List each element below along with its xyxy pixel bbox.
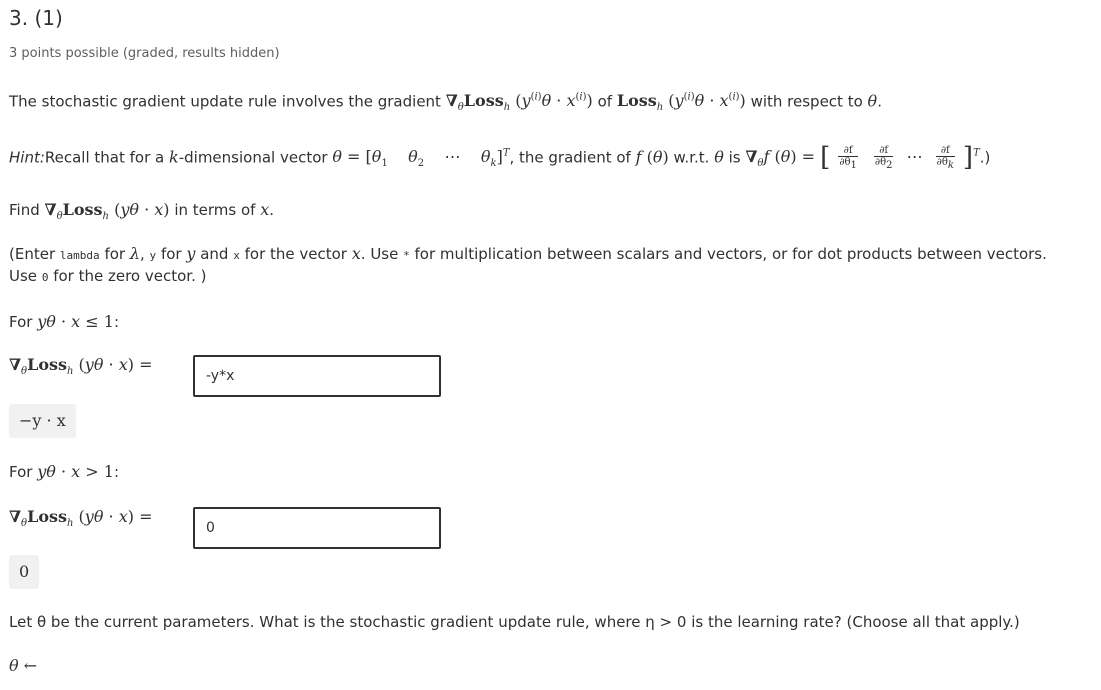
math-gradient-loss: $\nabla_\theta Loss_h$ $(y^{(i)}\theta \cdot x^{(i)})$ [445, 91, 593, 114]
instructions-line-1: (Enter lambda for λ, y for y and x for the vector x. Use * for multiplication between scalars and vectors, or for dot products between vectors. [9, 244, 1047, 263]
math-loss: Loss$_h$ $(y^{(i)}\theta \cdot x^{(i)})$ [616, 91, 746, 114]
instructions-line-2: Use 0 for the zero vector. ) [9, 267, 207, 285]
case1-condition: For yθ · x ≤ 1: [9, 312, 120, 331]
update-rule-question: Let θ be the current parameters. What is the stochastic gradient update rule, where η > 0 is the learning rate? (Choose all that apply.) [9, 613, 1020, 631]
intro-paragraph: The stochastic gradient update rule involves the gradient $\nabla_\theta Loss_h$ $(y^{(i)}\theta \cdot x^{(i)})$ of Loss$_h$ $(y^{(i)}\theta \cdot x^{(i)})$ with respect to θ. [9, 91, 882, 114]
case2-lhs: $\nabla_\theta Loss_h$ (yθ · x) = [9, 507, 153, 530]
problem-title: 3. (1) [9, 6, 63, 30]
update-rule-lhs: θ ← [9, 656, 38, 675]
math-theta-vector: $\theta = [\theta_1$ $\theta_2$ ⋯ $\theta_k]^T$ [332, 147, 510, 170]
case1-preview: −y · x [9, 404, 76, 438]
find-paragraph: Find $\nabla_\theta Loss_h$ (yθ · x) in terms of x. [9, 200, 275, 223]
case1-lhs: $\nabla_\theta Loss_h$ (yθ · x) = [9, 355, 153, 378]
hint-label: Hint: [9, 148, 45, 167]
case2-condition: For yθ · x > 1: [9, 462, 120, 481]
case2-answer-input[interactable] [193, 507, 441, 549]
problem-subtitle: 3 points possible (graded, results hidden) [9, 46, 280, 61]
case1-answer-input[interactable] [193, 355, 441, 397]
math-gradient-f: $\nabla_\theta f$ (θ) = [ $\frac{\partial f}{\partial\theta_1}$ $\frac{\partial f}{\partial\theta_2}$ ⋯ $\frac{\partial f}{\partial\theta_k}$ ]$^T$ [745, 142, 980, 173]
case2-preview: 0 [9, 555, 39, 589]
hint-paragraph: Hint:Recall that for a k-dimensional vector $\theta = [\theta_1$ $\theta_2$ ⋯ $\theta_k]^T$, the gradient of f (θ) w.r.t. θ is $\nabla_\theta f$ (θ) = [ $\frac{\partial f}{\partial\theta_1}$ $\frac{\partial f}{\partial\theta_2}$ ⋯ $\frac{\partial f}{\partial\theta_k}$ ]$^T$.) [9, 142, 991, 173]
